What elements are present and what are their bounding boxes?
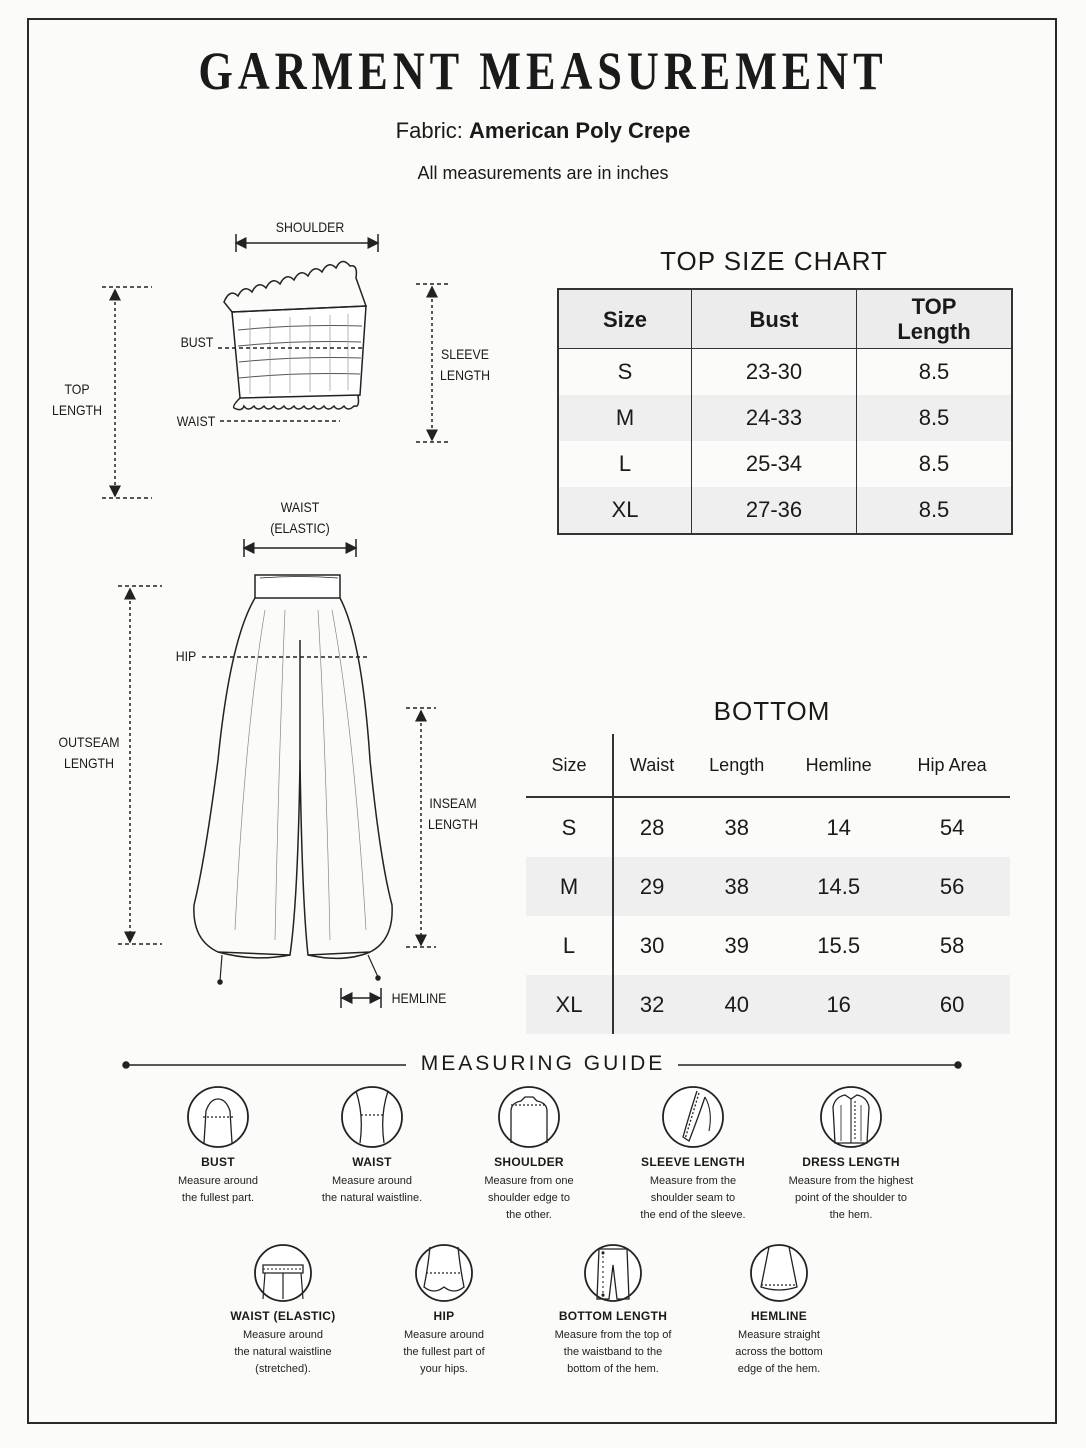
- shoulder-icon: [497, 1085, 561, 1149]
- shoulder-label: SHOULDER: [275, 219, 345, 235]
- hip-label: HIP: [175, 648, 197, 664]
- fabric-value: American Poly Crepe: [469, 118, 691, 143]
- tube-top-drawing: [224, 261, 366, 409]
- sleeve-length-icon: [661, 1085, 725, 1149]
- table-row: L 25-34 8.5: [558, 441, 1012, 487]
- guide-item-hip: HIP Measure around the fullest part of your hips.: [359, 1243, 529, 1378]
- outseam-label: OUTSEAM LENGTH: [58, 734, 120, 771]
- guide-item-hemline: HEMLINE Measure straight across the bottom edge of the hem.: [694, 1243, 864, 1378]
- waist-elastic-label: WAIST (ELASTIC): [270, 499, 330, 536]
- dress-length-icon: [819, 1085, 883, 1149]
- waist-label: WAIST: [176, 413, 216, 429]
- hip-icon: [414, 1243, 474, 1303]
- table-row: XL 32 40 16 60: [526, 975, 1010, 1034]
- top-header-bust: Bust: [692, 289, 857, 349]
- bottom-header-hip-area: Hip Area: [894, 734, 1010, 797]
- bust-label: BUST: [180, 334, 214, 350]
- bottom-length-icon: [583, 1243, 643, 1303]
- top-header-length: TOP Length: [857, 289, 1013, 349]
- table-row: M 29 38 14.5 56: [526, 857, 1010, 916]
- guide-item-dress-length: DRESS LENGTH Measure from the highest point of the shoulder to the hem.: [766, 1085, 936, 1224]
- fabric-label: Fabric:: [395, 118, 463, 143]
- bottom-size-table: [526, 734, 1010, 1034]
- guide-item-bottom-length: BOTTOM LENGTH Measure from the top of the waistband to the bottom of the hem.: [528, 1243, 698, 1378]
- hemline-label: HEMLINE: [391, 990, 447, 1006]
- sleeve-length-label: SLEEVE LENGTH: [440, 346, 490, 383]
- guide-item-bust: BUST Measure around the fullest part.: [133, 1085, 303, 1207]
- top-length-label: TOP LENGTH: [52, 381, 102, 418]
- inseam-label: INSEAM LENGTH: [428, 795, 478, 832]
- waist-elastic-icon: [253, 1243, 313, 1303]
- waist-icon: [340, 1085, 404, 1149]
- table-row: S 23-30 8.5: [558, 349, 1012, 396]
- harem-pants-drawing: [194, 575, 392, 984]
- guide-item-waist-elastic: WAIST (ELASTIC) Measure around the natural waistline (stretched).: [198, 1243, 368, 1378]
- bottom-header-length: Length: [690, 734, 783, 797]
- units-note: All measurements are in inches: [417, 163, 669, 183]
- guide-title: MEASURING GUIDE: [420, 1052, 666, 1075]
- top-size-table: [557, 288, 1013, 535]
- table-row: S 28 38 14 54: [526, 797, 1010, 857]
- guide-item-shoulder: SHOULDER Measure from one shoulder edge to the other.: [444, 1085, 614, 1224]
- top-header-size: Size: [558, 289, 692, 349]
- table-row: M 24-33 8.5: [558, 395, 1012, 441]
- bottom-header-size: Size: [526, 734, 613, 797]
- bottom-chart-title: BOTTOM: [713, 696, 831, 726]
- table-row: L 30 39 15.5 58: [526, 916, 1010, 975]
- top-chart-title: TOP SIZE CHART: [660, 246, 888, 276]
- table-row: XL 27-36 8.5: [558, 487, 1012, 534]
- hemline-icon: [749, 1243, 809, 1303]
- bottom-header-hemline: Hemline: [783, 734, 894, 797]
- guide-item-waist: WAIST Measure around the natural waistline.: [287, 1085, 457, 1207]
- guide-item-sleeve-length: SLEEVE LENGTH Measure from the shoulder seam to the end of the sleeve.: [608, 1085, 778, 1224]
- page-title: GARMENT MEASUREMENT: [198, 41, 888, 101]
- bust-icon: [186, 1085, 250, 1149]
- bottom-header-waist: Waist: [613, 734, 690, 797]
